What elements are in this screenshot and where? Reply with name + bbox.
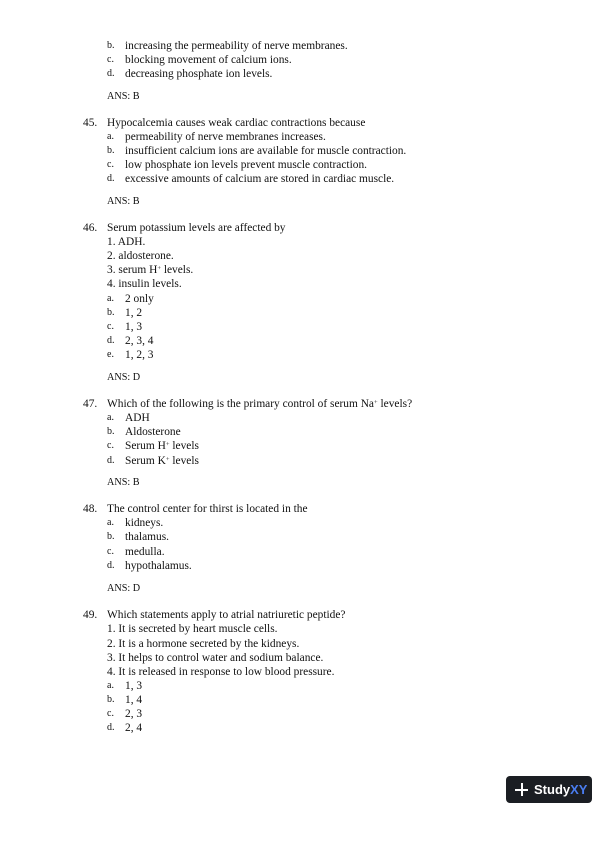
option-letter: a.: [107, 517, 114, 528]
option-letter: c.: [107, 440, 114, 451]
brand-name-a: Study: [534, 782, 571, 797]
brand-name-b: XY: [570, 782, 588, 797]
option-letter: b.: [107, 694, 115, 705]
option-text: permeability of nerve membranes increases.: [125, 131, 326, 143]
option-letter: b.: [107, 40, 115, 51]
option-letter: b.: [107, 145, 115, 156]
option-text: 2, 3: [125, 708, 143, 720]
option-text: ADH: [125, 412, 150, 424]
option-text: 2 only: [125, 293, 154, 305]
question-stem: Which statements apply to atrial natriuretic peptide?: [107, 609, 346, 621]
statement: 2. It is a hormone secreted by the kidneys.: [107, 638, 300, 650]
option-letter: c.: [107, 708, 114, 719]
option-text: Serum K+ levels: [125, 455, 199, 467]
option-text: thalamus.: [125, 531, 169, 543]
question-stem: Serum potassium levels are affected by: [107, 222, 286, 234]
option-text: excessive amounts of calcium are stored in cardiac muscle.: [125, 173, 395, 185]
question-stem: The control center for thirst is located in the: [107, 503, 308, 515]
option-text: 1, 2: [125, 307, 143, 319]
option-letter: d.: [107, 68, 115, 79]
answer-key: ANS: D: [107, 372, 141, 383]
statement: 3. It helps to control water and sodium balance.: [107, 652, 324, 664]
answer-key: ANS: B: [107, 477, 140, 488]
question-number: 47.: [83, 398, 98, 410]
statement: 2. aldosterone.: [107, 250, 174, 262]
option-text: 1, 4: [125, 694, 143, 706]
question-number: 45.: [83, 117, 98, 129]
option-text: 2, 3, 4: [125, 335, 154, 347]
option-letter: c.: [107, 54, 114, 65]
option-text: 1, 3: [125, 321, 143, 333]
option-letter: a.: [107, 293, 114, 304]
statement: 4. insulin levels.: [107, 278, 182, 290]
option-letter: a.: [107, 131, 114, 142]
option-letter: a.: [107, 412, 114, 423]
option-letter: c.: [107, 159, 114, 170]
answer-key: ANS: B: [107, 91, 140, 102]
option-letter: a.: [107, 680, 114, 691]
option-letter: d.: [107, 722, 115, 733]
option-text: decreasing phosphate ion levels.: [125, 68, 273, 80]
option-letter: c.: [107, 546, 114, 557]
option-letter: d.: [107, 173, 115, 184]
statement: 1. ADH.: [107, 236, 146, 248]
question-number: 46.: [83, 222, 98, 234]
option-letter: d.: [107, 560, 115, 571]
option-text: increasing the permeability of nerve membranes.: [125, 40, 348, 52]
option-letter: b.: [107, 307, 115, 318]
option-letter: c.: [107, 321, 114, 332]
statement: 4. It is released in response to low blood pressure.: [107, 666, 335, 678]
option-letter: e.: [107, 349, 114, 360]
option-letter: d.: [107, 455, 115, 466]
answer-key: ANS: D: [107, 583, 141, 594]
statement: 3. serum H+ levels.: [107, 264, 194, 276]
option-text: kidneys.: [125, 517, 164, 529]
question-stem: Which of the following is the primary control of serum Na+ levels?: [107, 398, 413, 410]
answer-key: ANS: B: [107, 196, 140, 207]
question-number: 48.: [83, 503, 98, 515]
option-letter: d.: [107, 335, 115, 346]
statement: 1. It is secreted by heart muscle cells.: [107, 623, 278, 635]
option-text: Serum H+ levels: [125, 440, 199, 452]
option-text: low phosphate ion levels prevent muscle contraction.: [125, 159, 367, 171]
option-letter: b.: [107, 426, 115, 437]
option-text: medulla.: [125, 546, 165, 558]
option-text: 2, 4: [125, 722, 143, 734]
plus-icon: [515, 783, 528, 796]
question-stem: Hypocalcemia causes weak cardiac contractions because: [107, 117, 366, 129]
option-letter: b.: [107, 531, 115, 542]
option-text: insufficient calcium ions are available for muscle contraction.: [125, 145, 407, 157]
question-number: 49.: [83, 609, 98, 621]
option-text: 1, 3: [125, 680, 143, 692]
studyxy-logo[interactable]: [506, 776, 592, 803]
option-text: blocking movement of calcium ions.: [125, 54, 292, 66]
option-text: 1, 2, 3: [125, 349, 154, 361]
option-text: Aldosterone: [125, 426, 181, 438]
option-text: hypothalamus.: [125, 560, 192, 572]
